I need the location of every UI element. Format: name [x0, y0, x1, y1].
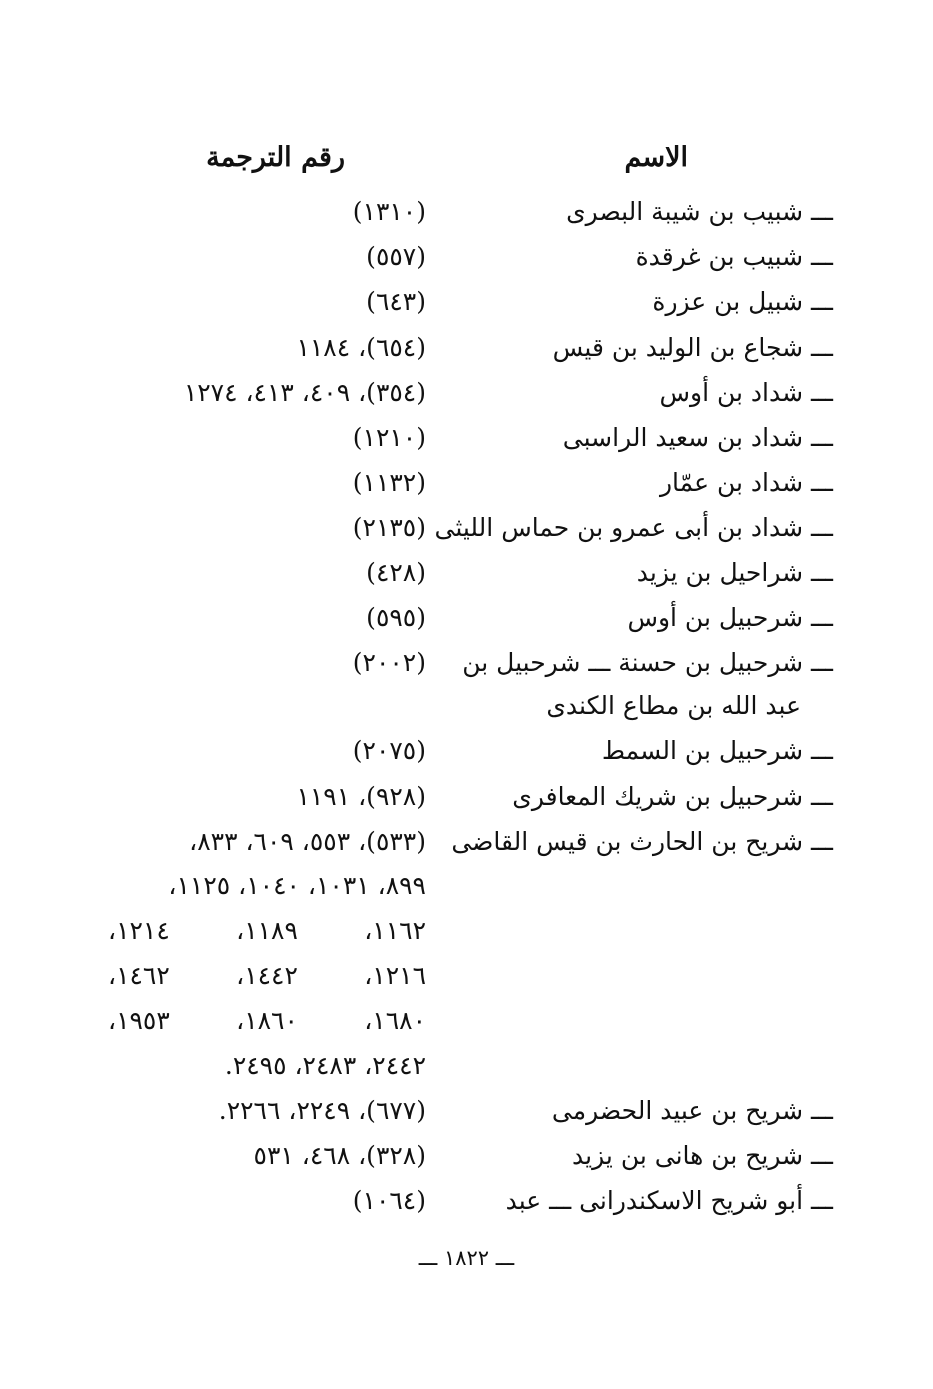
index-entry-continuation	[0, 866, 933, 906]
entry-numbers: ٨٩٩، ١٠٣١، ١٠٤٠، ١١٢٥،	[168, 871, 426, 900]
index-entry	[0, 777, 933, 817]
entry-name: ـــ شرحبيل بن شريك المعافرى	[512, 782, 833, 811]
index-entry	[0, 418, 933, 458]
index-entry	[0, 1091, 933, 1131]
entry-name: ـــ شجاع بن الوليد بن قيس	[552, 333, 833, 362]
entry-numbers: (٢٠٠٢)	[352, 648, 426, 677]
entry-numbers: (٦٥٤)، ١١٨٤	[296, 333, 426, 362]
entry-numbers: (١٠٦٤)	[352, 1186, 426, 1215]
entry-numbers: (١٣١٠)	[352, 197, 426, 226]
index-entry	[0, 237, 933, 277]
entry-numbers: (١٢١٠)	[352, 423, 426, 452]
index-entry-continuation	[0, 686, 933, 726]
entry-name: ـــ شريح بن هانى بن يزيد	[572, 1141, 833, 1170]
entry-numbers: ١٦٨٠، ١٨٦٠، ١٩٥٣،	[108, 1006, 427, 1035]
index-entry	[0, 1181, 933, 1221]
index-entry	[0, 508, 933, 548]
entry-numbers: (٩٢٨)، ١١٩١	[296, 782, 426, 811]
entry-name: ـــ شرحبيل بن السمط	[601, 736, 833, 765]
index-entry	[0, 643, 933, 683]
index-entry	[0, 463, 933, 503]
index-entry	[0, 553, 933, 593]
index-entry-continuation	[0, 911, 933, 951]
entry-numbers: (٥٩٥)	[366, 603, 426, 632]
entry-numbers: ١٢١٦، ١٤٤٢، ١٤٦٢،	[108, 961, 427, 990]
index-entry	[0, 598, 933, 638]
entry-name: ـــ شداد بن سعيد الراسبى	[562, 423, 833, 452]
entry-numbers: (٥٣٣)، ٥٥٣، ٦٠٩، ٨٣٣،	[189, 827, 426, 856]
column-header-name: الاسم	[624, 142, 688, 173]
entry-numbers: (١١٣٢)	[352, 468, 426, 497]
entry-numbers: (٥٥٧)	[366, 242, 426, 271]
entry-numbers: (٢٠٧٥)	[352, 736, 426, 765]
entry-numbers: (٦٧٧)، ٢٢٤٩، ٢٢٦٦.	[218, 1096, 426, 1125]
entry-name: عبد الله بن مطاع الكندى	[546, 691, 801, 720]
index-entry-continuation	[0, 956, 933, 996]
index-entry-continuation	[0, 1001, 933, 1041]
entry-name: ـــ شرحبيل بن أوس	[627, 603, 833, 632]
entry-name: ـــ شداد بن عمّار	[659, 468, 833, 497]
entry-name: ـــ شبيل بن عزرة	[652, 287, 833, 316]
entry-name: ـــ شبيب بن غرقدة	[635, 242, 833, 271]
index-entry-continuation	[0, 1046, 933, 1086]
index-entry	[0, 328, 933, 368]
index-entry	[0, 192, 933, 232]
entry-numbers: ٢٤٤٢، ٢٤٨٣، ٢٤٩٥.	[224, 1051, 426, 1080]
index-entry	[0, 282, 933, 322]
entry-numbers: (٣٢٨)، ٤٦٨، ٥٣١	[253, 1141, 426, 1170]
entry-numbers: (٤٢٨)	[366, 558, 426, 587]
index-entry	[0, 822, 933, 862]
entry-name: ـــ شريح بن عبيد الحضرمى	[551, 1096, 833, 1125]
entry-numbers: ١١٦٢، ١١٨٩، ١٢١٤،	[108, 916, 427, 945]
entry-name: ـــ أبو شريح الاسكندرانى ـــ عبد	[505, 1186, 833, 1215]
entry-name: ـــ شبيب بن شيبة البصرى	[566, 197, 833, 226]
entry-numbers: (٦٤٣)	[366, 287, 426, 316]
index-entry	[0, 731, 933, 771]
index-entry	[0, 373, 933, 413]
entry-name: ـــ شرحبيل بن حسنة ـــ شرحبيل بن	[462, 648, 833, 677]
index-entry	[0, 1136, 933, 1176]
entry-name: ـــ شداد بن أبى عمرو بن حماس الليثى	[434, 513, 833, 542]
column-header-number: رقم الترجمة	[206, 142, 345, 173]
entry-numbers: (٢١٣٥)	[352, 513, 426, 542]
entry-name: ـــ شريح بن الحارث بن قيس القاضى	[451, 827, 833, 856]
entry-numbers: (٣٥٤)، ٤٠٩، ٤١٣، ١٢٧٤	[183, 378, 426, 407]
page-number: ـــ ١٨٢٢ ـــ	[418, 1246, 515, 1270]
entry-name: ـــ شداد بن أوس	[659, 378, 833, 407]
entry-name: ـــ شراحيل بن يزيد	[636, 558, 833, 587]
